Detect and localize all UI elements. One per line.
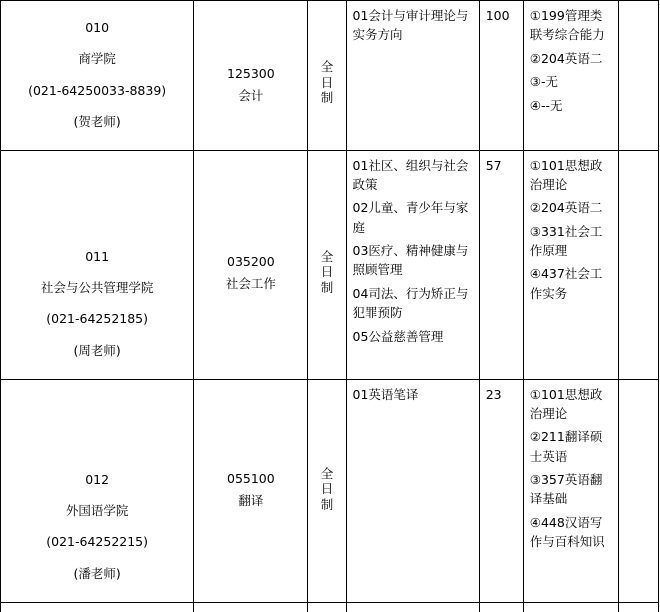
college-cell bbox=[1, 602, 194, 612]
college-name: 社会与公共管理学院 bbox=[40, 279, 154, 295]
college-phone: (021-64252215) bbox=[46, 534, 149, 550]
subject-item: ①101思想政治理论 bbox=[529, 386, 603, 421]
major-code: 125300 bbox=[227, 66, 275, 81]
subjects-cell bbox=[523, 602, 618, 612]
major-name: 社会工作 bbox=[225, 275, 276, 291]
major-code-cell bbox=[194, 1, 308, 151]
subjects-cell bbox=[523, 1, 618, 151]
table-row-partial bbox=[1, 602, 659, 612]
subject-item: ①199管理类联考综合能力 bbox=[529, 8, 605, 43]
college-name: 外国语学院 bbox=[65, 502, 129, 518]
subject-item: ④437社会工作实务 bbox=[529, 266, 603, 301]
subject-item: ③-无 bbox=[529, 74, 558, 90]
direction-item: 01社区、组织与社会政策 bbox=[352, 157, 469, 192]
remark-cell bbox=[618, 602, 658, 612]
college-cell bbox=[1, 379, 194, 602]
quota-cell bbox=[479, 1, 523, 151]
subject-item: ③357英语翻译基础 bbox=[529, 472, 603, 507]
college-contact: (潘老师) bbox=[73, 565, 121, 581]
study-mode: 全日制 bbox=[320, 59, 334, 106]
study-mode-cell bbox=[308, 150, 346, 379]
subject-item: ①101思想政治理论 bbox=[529, 157, 603, 192]
direction-cell bbox=[346, 379, 479, 602]
study-mode: 全日制 bbox=[320, 465, 334, 512]
quota-cell bbox=[479, 602, 523, 612]
major-name: 翻译 bbox=[238, 492, 264, 508]
subject-item: ②204英语二 bbox=[529, 50, 603, 66]
subject-item: ④448汉语写作与百科知识 bbox=[529, 514, 605, 550]
major-code: 055100 bbox=[227, 470, 275, 486]
table-row bbox=[1, 379, 659, 602]
subject-item: ②211翻译硕士英语 bbox=[529, 429, 603, 464]
college-cell bbox=[1, 150, 194, 379]
college-code: 011 bbox=[85, 248, 110, 264]
quota-value: 23 bbox=[485, 386, 502, 402]
direction-cell bbox=[346, 150, 479, 379]
college-phone: (021-64250033-8839) bbox=[28, 82, 167, 98]
subject-item: ④--无 bbox=[529, 97, 563, 113]
direction-item: 04司法、行为矫正与犯罪预防 bbox=[352, 285, 469, 321]
major-code: 035200 bbox=[227, 253, 275, 269]
college-contact: (周老师) bbox=[73, 342, 121, 358]
quota-cell bbox=[479, 379, 523, 602]
college-code: 010 bbox=[85, 20, 110, 35]
subjects-cell bbox=[523, 379, 618, 602]
major-code-cell bbox=[194, 379, 308, 602]
major-code-cell bbox=[194, 150, 308, 379]
remark-cell bbox=[618, 1, 658, 151]
remark-cell bbox=[618, 150, 658, 379]
study-mode-cell bbox=[308, 1, 346, 151]
subject-item: ②204英语二 bbox=[529, 200, 603, 216]
direction-item: 02儿童、青少年与家庭 bbox=[352, 200, 469, 235]
remark-cell bbox=[618, 379, 658, 602]
study-mode-cell bbox=[308, 602, 346, 612]
direction-item: 05公益慈善管理 bbox=[352, 328, 444, 344]
direction-cell bbox=[346, 602, 479, 612]
study-mode: 全日制 bbox=[320, 248, 334, 295]
subjects-cell bbox=[523, 150, 618, 379]
subject-item: ③331社会工作原理 bbox=[529, 223, 603, 258]
study-mode-cell bbox=[308, 379, 346, 602]
major-code-cell bbox=[194, 602, 308, 612]
college-phone: (021-64252185) bbox=[46, 311, 149, 327]
college-code: 012 bbox=[85, 471, 110, 487]
college-cell bbox=[1, 1, 194, 151]
quota-value: 57 bbox=[485, 157, 502, 173]
college-contact: (贺老师) bbox=[73, 114, 121, 130]
direction-item: 01会计与审计理论与实务方向 bbox=[352, 8, 469, 43]
table-row bbox=[1, 1, 659, 151]
major-name: 会计 bbox=[238, 88, 264, 104]
table-row bbox=[1, 150, 659, 379]
direction-cell bbox=[346, 1, 479, 151]
quota-value: 100 bbox=[485, 8, 510, 23]
direction-item: 01英语笔译 bbox=[352, 386, 419, 402]
college-name: 商学院 bbox=[78, 51, 116, 67]
quota-cell bbox=[479, 150, 523, 379]
direction-item: 03医疗、精神健康与照顾管理 bbox=[352, 243, 469, 278]
